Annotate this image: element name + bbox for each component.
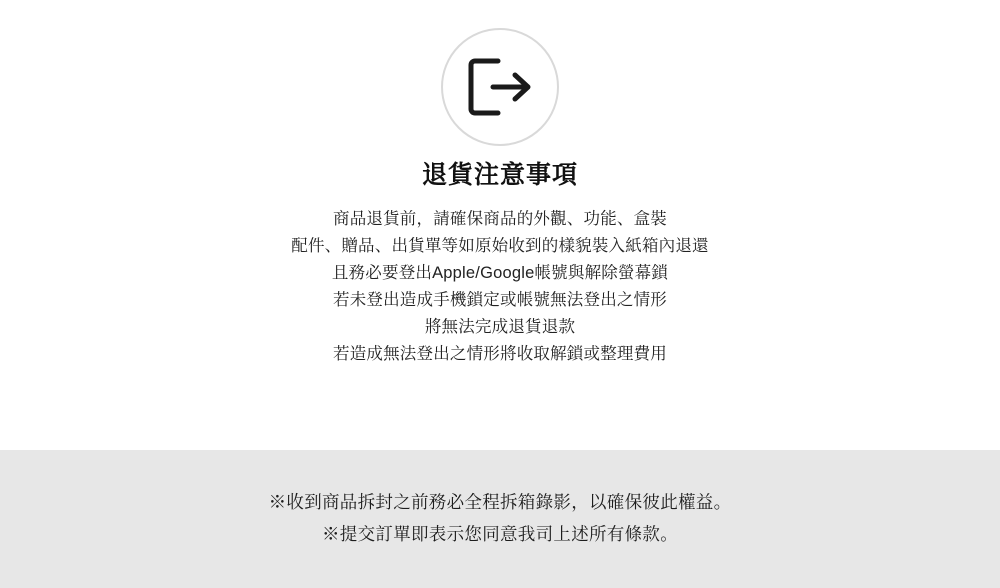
notice-text-block xyxy=(291,206,709,368)
footer-line: ※收到商品拆封之前務必全程拆箱錄影，以確保彼此權益。 xyxy=(268,492,732,512)
footer-section xyxy=(0,450,1000,588)
footer-line: ※提交訂單即表示您同意我司上述所有條款。 xyxy=(322,524,678,544)
logout-icon xyxy=(441,28,559,146)
notice-line: 商品退貨前，請確保商品的外觀、功能、盒裝 xyxy=(333,210,667,228)
notice-line: 配件、贈品、出貨單等如原始收到的樣貌裝入紙箱內退還 xyxy=(291,237,709,255)
page-title: 退貨注意事項 xyxy=(421,161,578,189)
notice-line: 若未登出造成手機鎖定或帳號無法登出之情形 xyxy=(333,291,667,309)
notice-line: 將無法完成退貨退款 xyxy=(424,318,576,336)
notice-line: 若造成無法登出之情形將收取解鎖或整理費用 xyxy=(333,345,667,363)
notice-line: 且務必要登出Apple/Google帳號與解除螢幕鎖 xyxy=(331,264,669,282)
